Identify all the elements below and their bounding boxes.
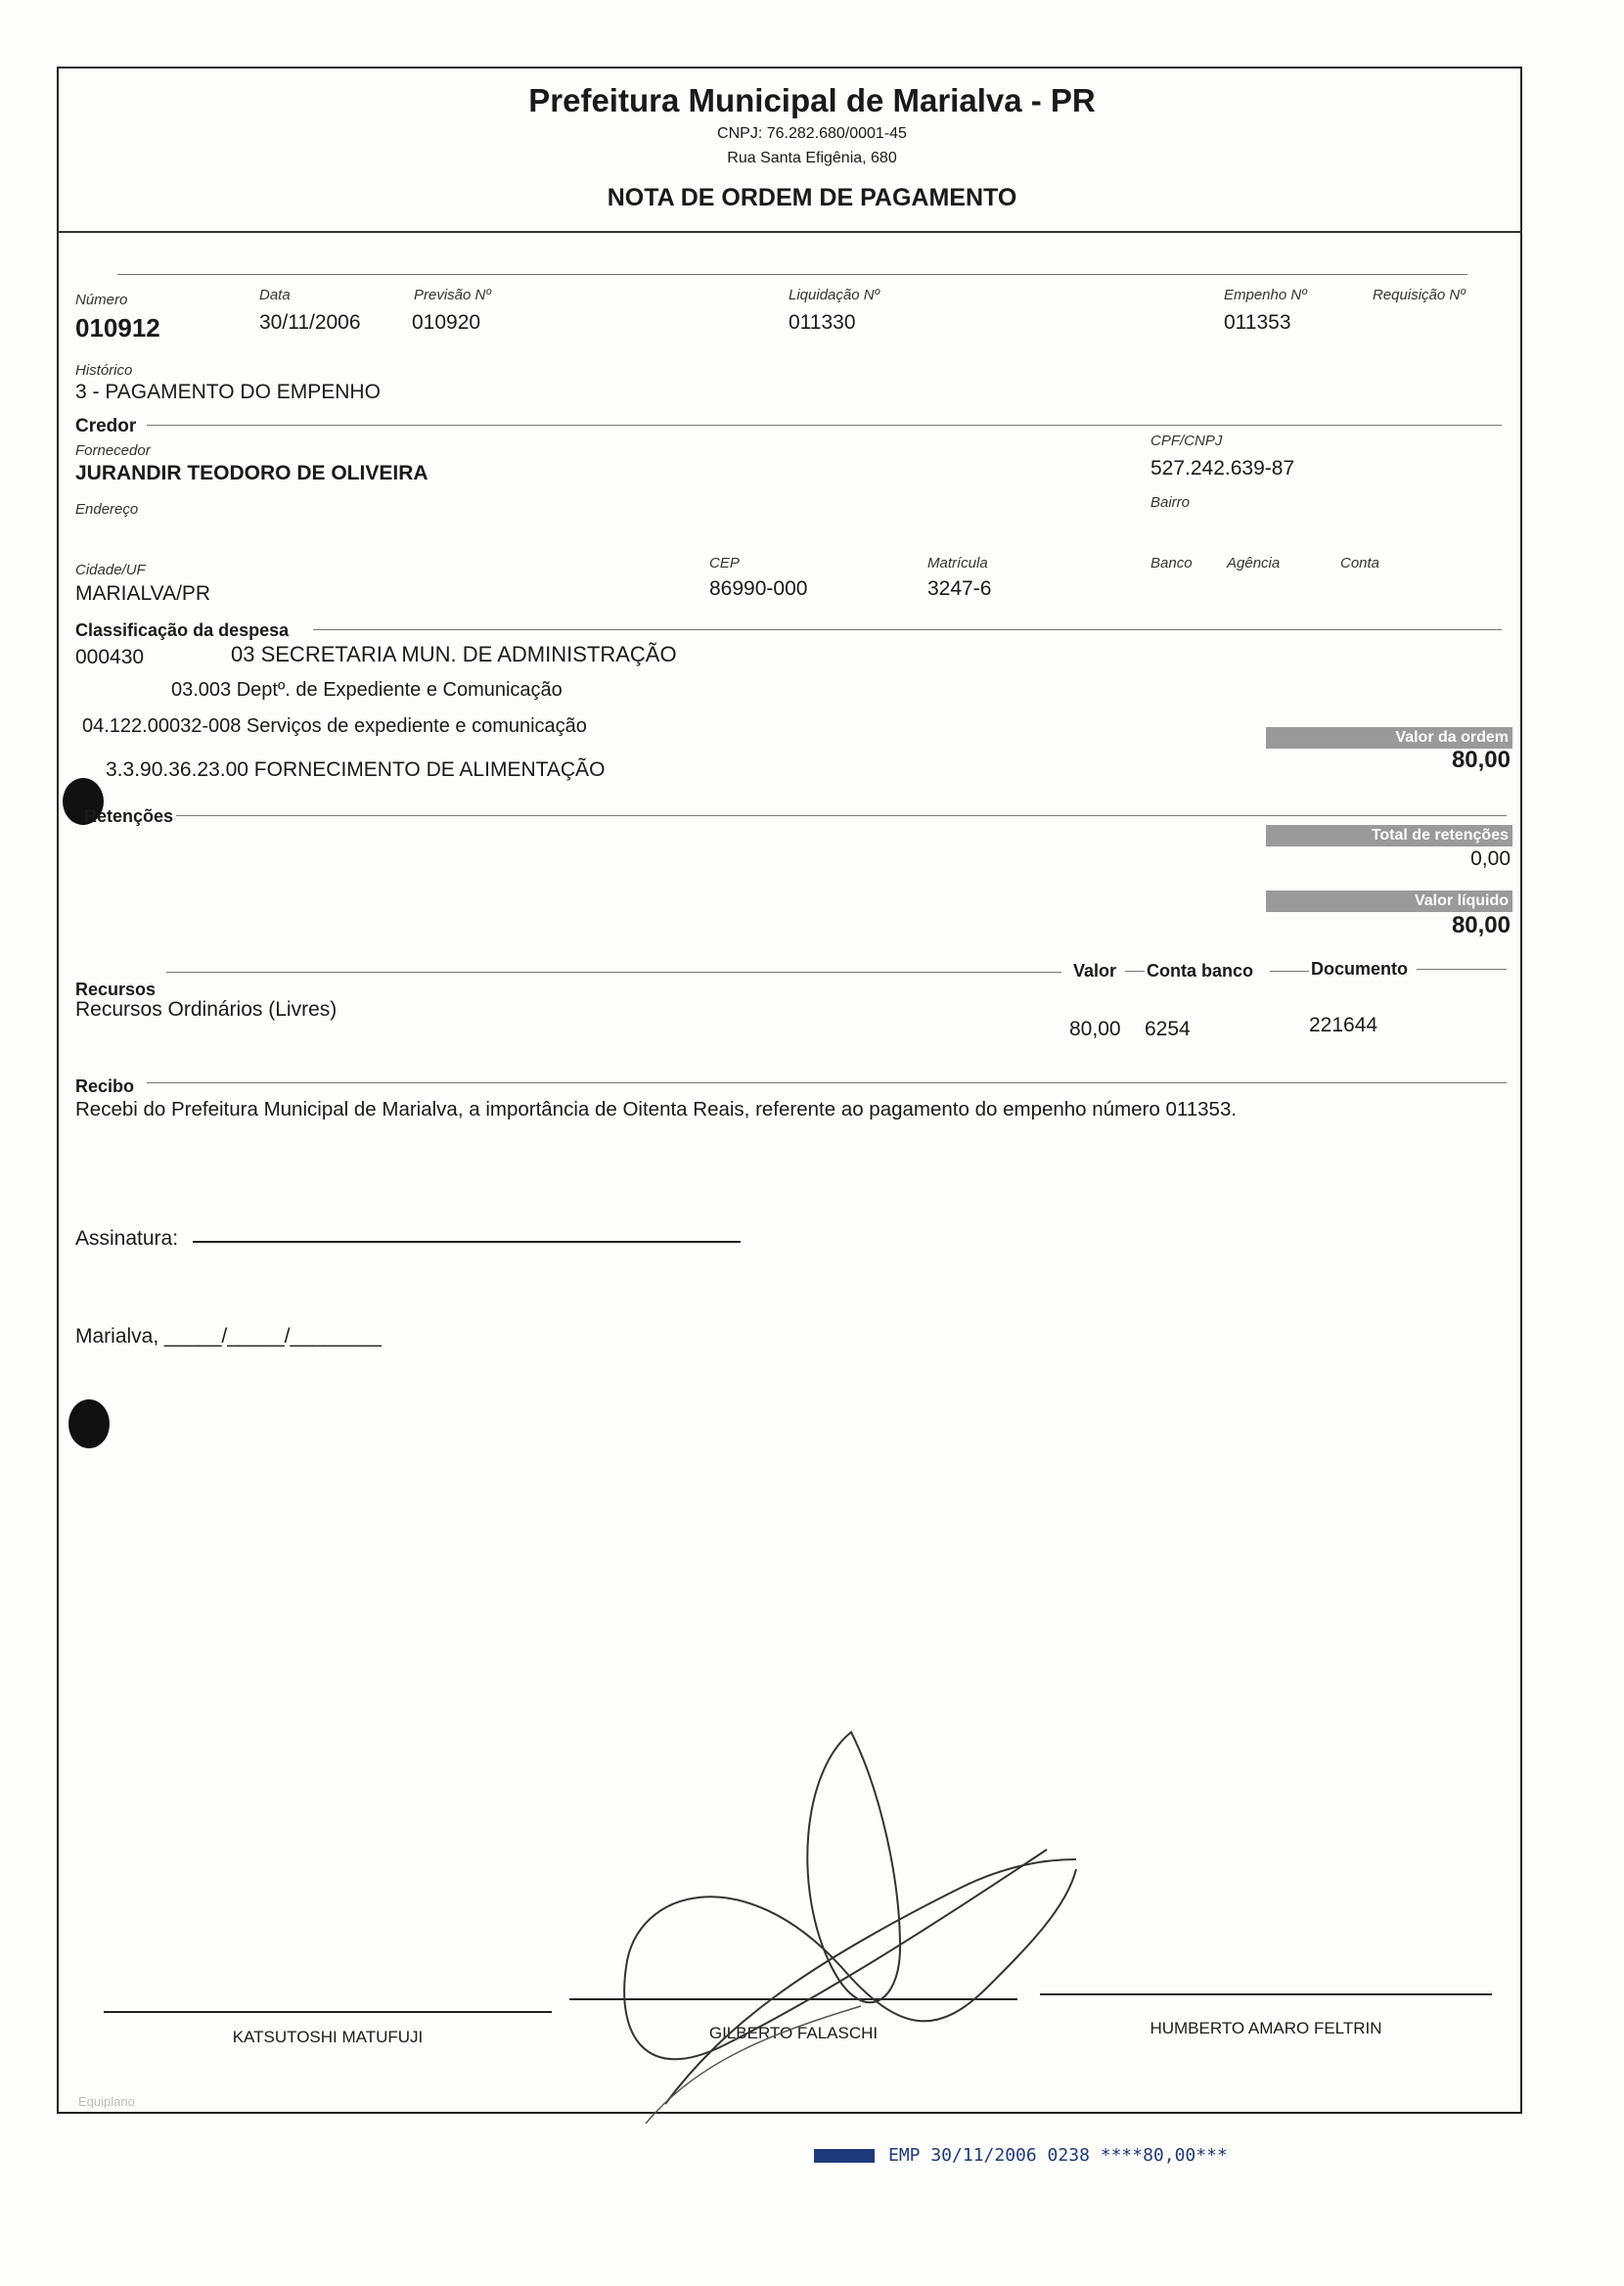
liquidacao-value: 011330 — [789, 311, 856, 334]
liquidacao-label: Liquidação Nº — [789, 287, 880, 303]
cidade-label: Cidade/UF — [75, 562, 146, 578]
stamp-text: EMP 30/11/2006 0238 ****80,00*** — [888, 2145, 1228, 2166]
valor-liquido-value: 80,00 — [1451, 912, 1511, 938]
numero-label: Número — [75, 292, 128, 308]
cpf-label: CPF/CNPJ — [1150, 433, 1223, 449]
address-text: Rua Santa Efigênia, 680 — [727, 150, 897, 166]
recursos-section: Recursos — [75, 980, 157, 999]
recursos-documento-label: Documento — [1311, 959, 1408, 979]
previsao-value: 010920 — [412, 311, 481, 334]
valor-ordem-value: 80,00 — [1451, 747, 1511, 773]
banco-label: Banco — [1150, 555, 1193, 572]
valor-ordem-label: Valor da ordem — [1266, 727, 1512, 749]
recibo-rule — [147, 1082, 1507, 1083]
recursos-conta-banco-label: Conta banco — [1147, 961, 1254, 981]
recursos-rule-a — [166, 972, 1061, 973]
recursos-rule-c — [1270, 971, 1309, 972]
credor-rule — [147, 425, 1502, 426]
recursos-descricao: Recursos Ordinários (Livres) — [75, 998, 338, 1021]
matricula-label: Matrícula — [927, 555, 988, 572]
credor-section: Credor — [75, 416, 137, 436]
handwritten-signature — [607, 1713, 1096, 2124]
recursos-valor-label: Valor — [1073, 961, 1117, 981]
retencoes-section: Retenções — [84, 806, 174, 826]
fields-top-rule — [117, 274, 1467, 275]
retencoes-rule — [176, 815, 1507, 816]
classificacao-line1: 03 SECRETARIA MUN. DE ADMINISTRAÇÃO — [231, 642, 677, 666]
previsao-label: Previsão Nº — [414, 287, 491, 303]
classificacao-section: Classificação da despesa — [75, 620, 290, 640]
signature-name-2: GILBERTO FALASCHI — [708, 2024, 879, 2042]
conta-label: Conta — [1340, 555, 1380, 572]
processing-stamp — [814, 2145, 1228, 2166]
requisicao-label: Requisição Nº — [1373, 287, 1466, 303]
software-footer: Equiplano — [78, 2094, 135, 2109]
endereco-label: Endereço — [75, 501, 139, 518]
recibo-section: Recibo — [75, 1076, 135, 1096]
fornecedor-label: Fornecedor — [75, 442, 151, 459]
doc-title: NOTA DE ORDEM DE PAGAMENTO — [607, 184, 1017, 211]
classificacao-code: 000430 — [75, 646, 145, 668]
cep-label: CEP — [709, 555, 740, 572]
data-value: 30/11/2006 — [259, 311, 361, 334]
classificacao-rule — [313, 629, 1502, 630]
numero-value: 010912 — [75, 313, 160, 343]
classificacao-line3: 04.122.00032-008 Serviços de expediente e comunicação — [82, 715, 587, 737]
header-divider — [57, 231, 1522, 233]
assinatura-line — [193, 1241, 741, 1243]
data-label: Data — [259, 287, 291, 303]
empenho-value: 011353 — [1224, 311, 1291, 334]
historico-value: 3 - PAGAMENTO DO EMPENHO — [75, 381, 381, 403]
signature-line-3 — [1040, 1993, 1492, 1995]
recursos-rule-d — [1417, 969, 1507, 970]
signature-line-1 — [104, 2011, 552, 2013]
page-title: Prefeitura Municipal de Marialva - PR — [528, 82, 1096, 118]
signature-name-3: HUMBERTO AMARO FELTRIN — [1150, 2019, 1382, 2037]
empenho-label: Empenho Nº — [1224, 287, 1307, 303]
cnpj-text: CNPJ: 76.282.680/0001-45 — [717, 125, 907, 142]
recursos-valor: 80,00 — [1069, 1018, 1121, 1040]
recursos-rule-b — [1125, 971, 1145, 972]
hole-punch-icon — [68, 1399, 110, 1448]
stamp-logo-icon — [814, 2149, 875, 2163]
cep-value: 86990-000 — [709, 577, 808, 600]
classificacao-line2: 03.003 Deptº. de Expediente e Comunicação — [171, 679, 563, 701]
bairro-label: Bairro — [1150, 494, 1191, 511]
total-retencoes-label: Total de retenções — [1266, 825, 1512, 846]
total-retencoes-value: 0,00 — [1470, 847, 1511, 870]
historico-label: Histórico — [75, 362, 133, 379]
valor-liquido-label: Valor líquido — [1266, 891, 1512, 912]
assinatura-label: Assinatura: — [75, 1227, 179, 1250]
cpf-value: 527.242.639-87 — [1150, 457, 1295, 480]
signature-name-1: KATSUTOSHI MATUFUJI — [232, 2028, 424, 2046]
fornecedor-value: JURANDIR TEODORO DE OLIVEIRA — [75, 462, 429, 484]
matricula-value: 3247-6 — [927, 577, 992, 600]
agencia-label: Agência — [1227, 555, 1281, 572]
recursos-conta-banco: 6254 — [1145, 1018, 1191, 1040]
local-data: Marialva, _____/_____/________ — [75, 1325, 382, 1348]
recursos-documento: 221644 — [1309, 1014, 1378, 1036]
classificacao-line4: 3.3.90.36.23.00 FORNECIMENTO DE ALIMENTAÇÃO — [106, 758, 606, 781]
cidade-value: MARIALVA/PR — [75, 582, 211, 605]
recibo-text: Recebi do Prefeitura Municipal de Marialva, a importância de Oitenta Reais, referente ao pagamento do empenho número 011353. — [75, 1098, 1238, 1120]
